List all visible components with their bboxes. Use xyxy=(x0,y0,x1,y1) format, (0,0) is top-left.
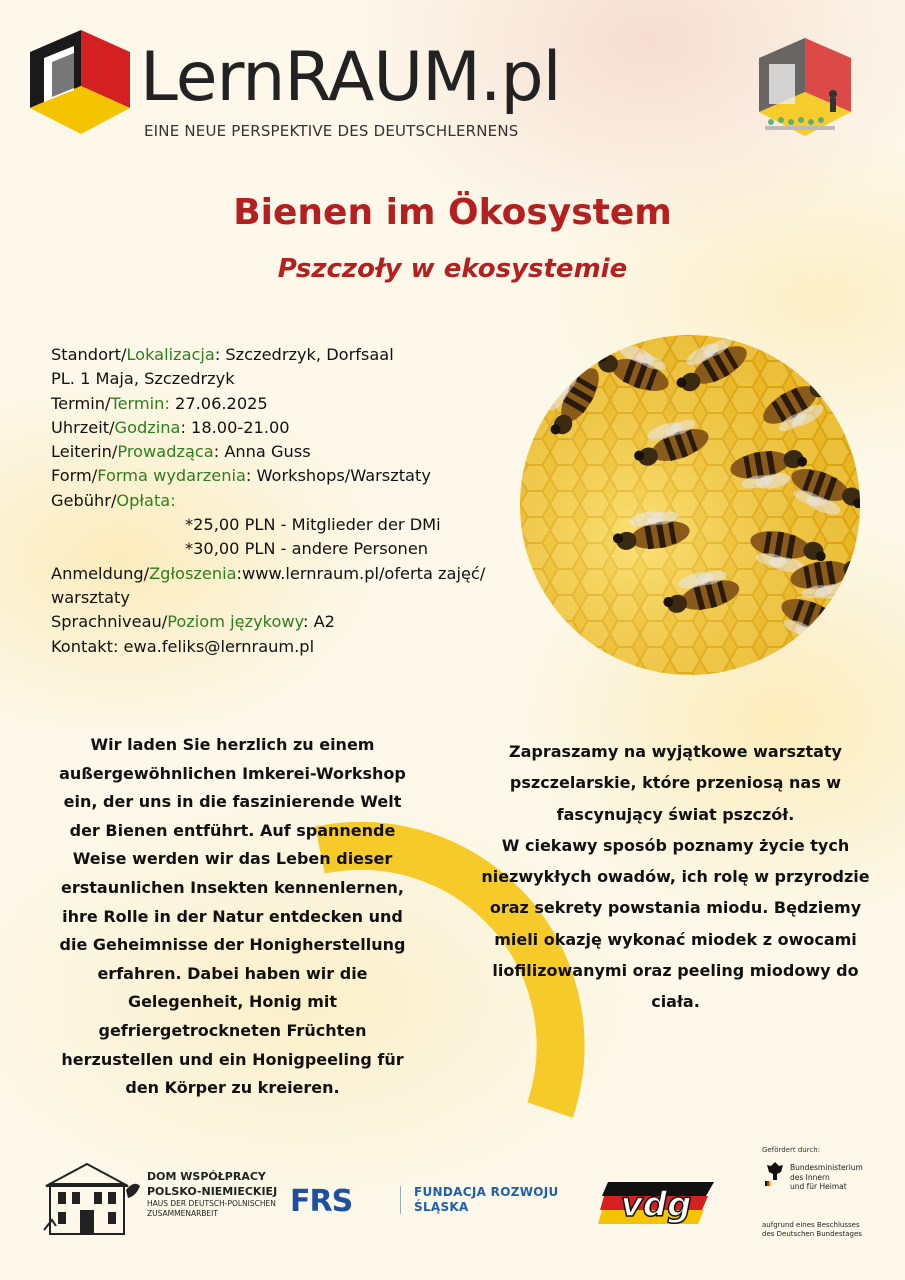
footer-divider xyxy=(400,1186,401,1214)
logo-tagline: EINE NEUE PERSPEKTIVE DES DEUTSCHLERNENS xyxy=(144,122,519,140)
date-label-pl: Termin: xyxy=(110,393,170,413)
address-row: PL. 1 Maja, Szczedrzyk xyxy=(51,369,235,389)
form-label-pl: Forma wydarzenia xyxy=(97,466,246,486)
registration-link-cont[interactable]: warsztaty xyxy=(51,587,130,607)
page-subtitle: Pszczoły w ekosystemie xyxy=(277,254,628,284)
fee-others: *30,00 PLN - andere Personen xyxy=(185,539,429,559)
classroom-logo-icon xyxy=(755,34,855,156)
registration-label-de: Anmeldung/ xyxy=(51,563,150,583)
location-value: : Szczedrzyk, Dorfsaal xyxy=(214,345,394,364)
leader-label-pl: Prowadząca xyxy=(117,442,214,462)
fee-row xyxy=(51,489,485,513)
bmi-logo-text xyxy=(790,1163,863,1192)
form-value: : Workshops/Warsztaty xyxy=(245,466,431,486)
fund-line2: ŚLĄSKA xyxy=(414,1200,469,1214)
time-label-de: Uhrzeit/ xyxy=(51,417,115,437)
form-label-de: Form/ xyxy=(51,466,98,486)
fund-line1: FUNDACJA ROZWOJU xyxy=(414,1185,559,1199)
description-pl-body: W ciekawy sposób poznamy życie tych niezwykłych owadów, ich rolę w przyrodzie oraz sekrety powstania miodu. Będziemy mieli okazję wykonać miodek z owocami liofilizowanymi oraz peeling miodowy do ciała. xyxy=(481,835,870,1012)
leader-value: : Anna Guss xyxy=(213,442,311,462)
date-label-de: Termin/ xyxy=(51,393,111,413)
fundacja-logo-text xyxy=(414,1185,559,1215)
funded-by-label: Gefördert durch: xyxy=(762,1146,821,1154)
lernraum-logo-icon xyxy=(26,22,136,146)
event-info xyxy=(51,343,485,659)
level-label-de: Sprachniveau/ xyxy=(51,612,168,632)
bmi-line3: und für Heimat xyxy=(790,1182,847,1191)
bmi-line1: Bundesministerium xyxy=(790,1163,863,1172)
dom-line1: DOM WSPÓŁPRACY xyxy=(147,1170,266,1183)
registration-link[interactable]: :www.lernraum.pl/oferta zajęć/ xyxy=(236,563,486,583)
description-pl-intro: Zapraszamy na wyjątkowe warsztaty pszczelarskie, które przeniosą nas w fascynujący świat pszczół. xyxy=(509,742,842,824)
level-value: : A2 xyxy=(303,612,335,632)
level-label-pl: Poziom językowy xyxy=(167,612,303,632)
bmi-line2: des Innern xyxy=(790,1172,830,1182)
leader-label-de: Leiterin/ xyxy=(51,442,118,462)
contact-row[interactable]: Kontakt: ewa.feliks@lernraum.pl xyxy=(51,636,315,656)
location-label-pl: Lokalizacja xyxy=(126,345,215,364)
fee-members: *25,00 PLN - Mitglieder der DMi xyxy=(185,515,441,535)
location-label-de: Standort/ xyxy=(51,345,127,364)
page-title: Bienen im Ökosystem xyxy=(233,192,672,233)
bees-on-honeycomb-image xyxy=(520,335,860,675)
form-row xyxy=(51,464,485,488)
frs-logo: FRS xyxy=(290,1184,353,1219)
federal-eagle-icon xyxy=(765,1160,785,1186)
description-de: Wir laden Sie herzlich zu einem außergewöhnlichen Imkerei-Workshop ein, der uns in die faszinierende Welt der Bienen entführt. Auf spannende Weise werden wir das Leben dieser erstaunlichen Insekten kennenlernen, ihre Rolle in der Natur entdecken und die Geheimnisse der Honigherstellung erfahren. Dabei haben wir die Gelegenheit, Honig mit gefriergetrockneten Früchten herzustellen und ein Honigpeeling für den Körper zu kreieren. xyxy=(59,735,406,1098)
bundestag-line1: aufgrund eines Beschlusses xyxy=(762,1221,860,1229)
dom-line4: ZUSAMMENARBEIT xyxy=(147,1209,218,1218)
vdg-logo-text: vdg xyxy=(620,1185,692,1225)
time-label-pl: Godzina xyxy=(114,417,181,437)
registration-row xyxy=(51,562,485,586)
level-row xyxy=(51,610,485,634)
dom-line2: POLSKO-NIEMIECKIEJ xyxy=(147,1185,278,1198)
bundestag-note xyxy=(762,1221,862,1239)
dom-line3: HAUS DER DEUTSCH-POLNISCHEN xyxy=(147,1199,276,1208)
time-value: : 18.00-21.00 xyxy=(180,417,290,437)
time-row xyxy=(51,416,485,440)
location-row xyxy=(51,343,485,367)
date-value: 27.06.2025 xyxy=(169,393,268,413)
bundestag-line2: des Deutschen Bundestages xyxy=(762,1230,862,1238)
fee-label-de: Gebühr/ xyxy=(51,490,117,510)
leader-row xyxy=(51,440,485,464)
logo-wordmark[interactable]: LernRAUM.pl xyxy=(140,38,561,117)
fee-label-pl: Opłata: xyxy=(116,490,176,510)
date-row xyxy=(51,392,485,416)
vdg-logo-icon xyxy=(598,1176,716,1228)
registration-label-pl: Zgłoszenia xyxy=(149,563,237,583)
dom-logo-text xyxy=(147,1169,277,1219)
dom-building-icon xyxy=(40,1160,142,1240)
description-pl xyxy=(478,736,873,1018)
